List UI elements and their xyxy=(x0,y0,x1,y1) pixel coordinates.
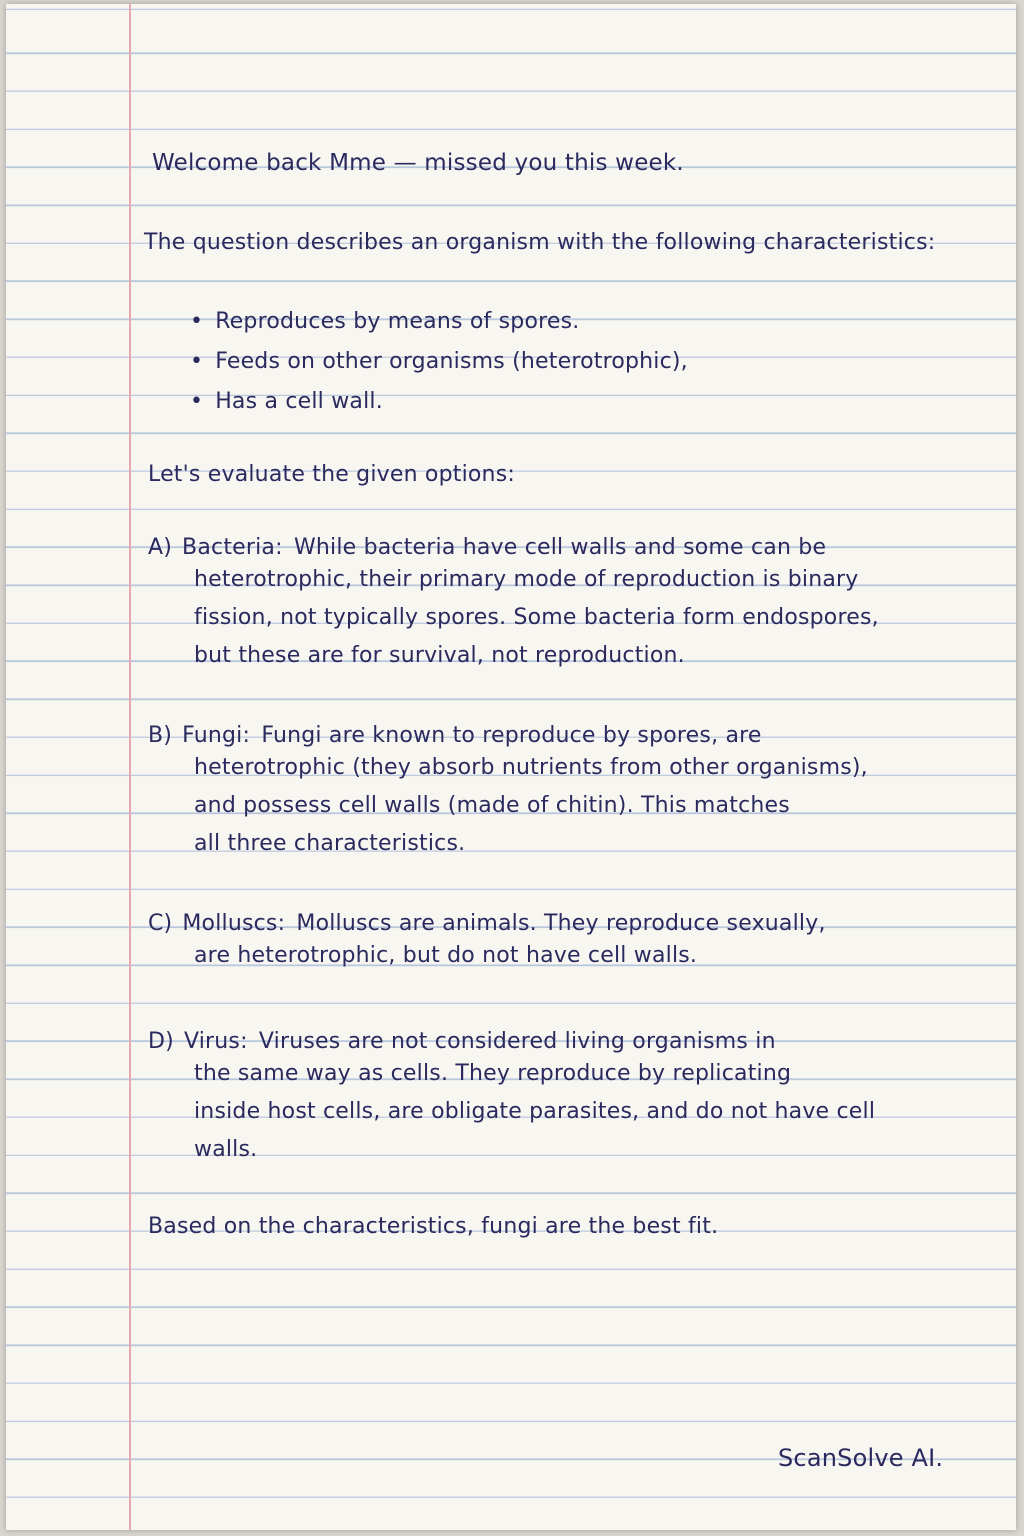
option-letter: D) xyxy=(148,1029,174,1054)
signature-text: ScanSolve AI. xyxy=(778,1444,944,1472)
option-line: walls. xyxy=(194,1137,258,1162)
option-letter: A) xyxy=(148,535,173,560)
option-line: Viruses are not considered living organisms in xyxy=(258,1029,776,1054)
characteristics-list xyxy=(190,306,688,426)
option-name: Virus: xyxy=(183,1029,248,1054)
option-line: fission, not typically spores. Some bacteria form endospores, xyxy=(194,605,879,630)
option-line: but these are for survival, not reproduction. xyxy=(194,643,685,668)
option-a xyxy=(148,532,879,678)
list-item: • Reproduces by means of spores. xyxy=(190,306,688,346)
option-line: are heterotrophic, but do not have cell walls. xyxy=(194,943,698,968)
conclusion-text: Based on the characteristics, fungi are the best fit. xyxy=(148,1214,719,1239)
evaluate-heading: Let's evaluate the given options: xyxy=(148,462,515,487)
option-line: and possess cell walls (made of chitin). This matches xyxy=(194,793,790,818)
option-b xyxy=(148,720,868,866)
option-line: inside host cells, are obligate parasites, and do not have cell xyxy=(194,1099,876,1124)
greeting-text: Welcome back Mme — missed you this week. xyxy=(152,150,684,176)
option-letter: B) xyxy=(148,723,173,748)
list-item: • Has a cell wall. xyxy=(190,386,688,426)
option-line: all three characteristics. xyxy=(194,831,466,856)
option-name: Molluscs: xyxy=(182,911,286,936)
option-line: heterotrophic (they absorb nutrients from other organisms), xyxy=(194,755,868,780)
option-line: the same way as cells. They reproduce by replicating xyxy=(194,1061,792,1086)
option-c xyxy=(148,908,826,978)
option-line: While bacteria have cell walls and some can be xyxy=(293,535,827,560)
option-line: Molluscs are animals. They reproduce sexually, xyxy=(296,911,826,936)
list-item: • Feeds on other organisms (heterotrophic), xyxy=(190,346,688,386)
margin-line xyxy=(129,4,131,1530)
option-letter: C) xyxy=(148,911,173,936)
option-name: Fungi: xyxy=(182,723,251,748)
option-d xyxy=(148,1026,875,1172)
intro-text: The question describes an organism with the following characteristics: xyxy=(144,230,936,255)
option-line: Fungi are known to reproduce by spores, are xyxy=(261,723,762,748)
option-name: Bacteria: xyxy=(182,535,283,560)
option-line: heterotrophic, their primary mode of reproduction is binary xyxy=(194,567,859,592)
notebook-paper xyxy=(6,4,1016,1530)
